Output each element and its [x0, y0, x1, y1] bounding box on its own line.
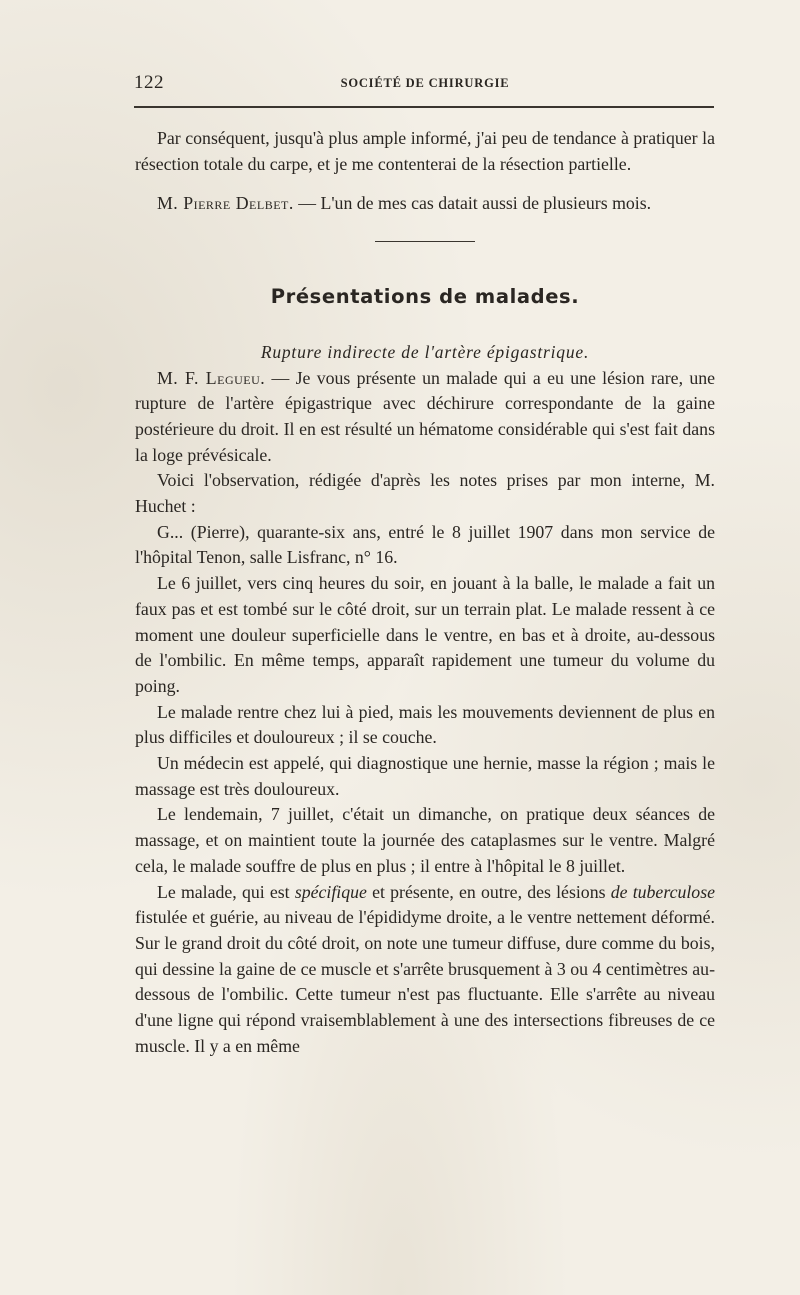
paragraph: Voici l'observation, rédigée d'après les notes prises par mon interne, M. Huchet : — [135, 470, 715, 517]
intro-text: — Je vous présente un malade qui a eu une lésion rare, une rupture de l'artère épigastrique avec déchirure correspondante de la gaine postérieure du droit. Il en est résulté un hématome considérable qui s'est fait dans la loge prévésicale. — [135, 367, 715, 465]
body-text — [135, 126, 715, 1060]
section-subtitle: Rupture indirecte de l'artère épigastrique. — [260, 341, 590, 362]
page-number: 122 — [134, 72, 164, 93]
speaker-name: M. Pierre Delbet. — [157, 193, 294, 214]
running-head: SOCIÉTÉ DE CHIRURGIE — [340, 76, 510, 90]
header-rule — [134, 106, 714, 108]
delbet-remark — [135, 191, 715, 217]
remark-text: — L'un de mes cas datait aussi de plusieurs mois. — [293, 193, 652, 214]
paragraph: Le malade, qui est spécifique et présente, en outre, des lésions de tuberculose fistulée et guérie, au niveau de l'épididyme droite, a le ventre nettement déformé. Sur le grand droit du côté droit, on note une tumeur diffuse, dure comme du bois, qui dessine la gaine de ce muscle et s'arrête brusquement à 3 ou 4 centimètres au-dessous de l'ombilic. Cette tumeur n'est pas fluctuante. Elle s'arrête au niveau d'une ligne qui répond vraisemblablement à une des intersections fibreuses de ce muscle. Il y a en même — [135, 881, 716, 1056]
continuation-paragraph: Par conséquent, jusqu'à plus ample informé, j'ai peu de tendance à pratiquer la résection totale du carpe, et je me contenterai de la résection partielle. — [135, 128, 715, 174]
section-heading: Présentations de malades. — [270, 285, 580, 309]
paragraph: Le 6 juillet, vers cinq heures du soir, en jouant à la balle, le malade a fait un faux pas et est tombé sur le côté droit, sur un terrain plat. Le malade ressent à ce moment une douleur superficielle dans le ventre, en bas et à droite, au-dessous de l'ombilic. En même temps, apparaît rapidement une tumeur du volume du poing. — [135, 573, 715, 696]
paragraph: Le lendemain, 7 juillet, c'était un dimanche, on pratique deux séances de massage, et on maintient toute la journée des cataplasmes sur le ventre. Malgré cela, le malade souffre de plus en plus ; il entre à l'hôpital le 8 juillet. — [135, 804, 715, 876]
speaker-name: M. F. Legueu. — [157, 367, 266, 388]
paragraph: Le malade rentre chez lui à pied, mais les mouvements deviennent de plus en plus difficiles et douloureux ; il se couche. — [135, 701, 715, 748]
paragraph: Un médecin est appelé, qui diagnostique une hernie, masse la région ; mais le massage est très douloureux. — [135, 753, 715, 799]
page-header — [134, 72, 716, 98]
paragraph: G... (Pierre), quarante-six ans, entré le 8 juillet 1907 dans mon service de l'hôpital Tenon, salle Lisfranc, n° 16. — [135, 521, 715, 568]
section-divider — [375, 241, 475, 242]
italic-term: spécifique — [294, 881, 367, 902]
italic-term: de tuberculose — [610, 881, 716, 902]
legueu-intro — [135, 366, 715, 469]
